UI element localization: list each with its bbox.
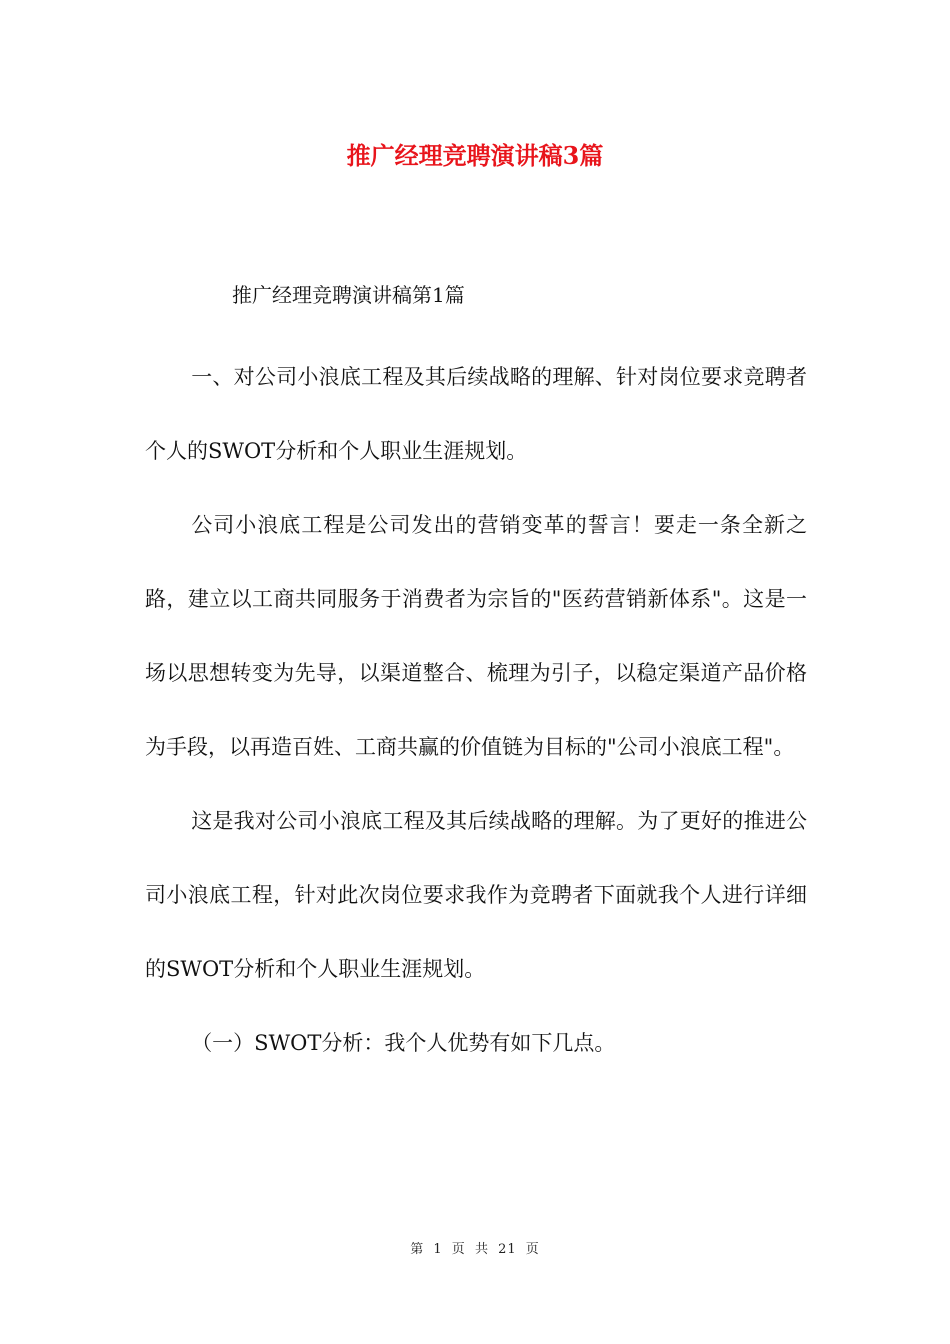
- total-page-count: 21: [498, 1242, 517, 1257]
- paragraph: 公司小浪底工程是公司发出的营销变革的誓言！要走一条全新之路，建立以工商共同服务于消费者为宗旨的"医药营销新体系"。这是一场以思想转变为先导，以渠道整合、梳理为引子，以稳定渠道产品价格为手段，以再造百姓、工商共赢的价值链为目标的"公司小浪底工程"。: [145, 513, 807, 759]
- document-title: 推广经理竞聘演讲稿3篇: [346, 141, 604, 170]
- paragraph: 这是我对公司小浪底工程及其后续战略的理解。为了更好的推进公司小浪底工程，针对此次岗位要求我作为竞聘者下面就我个人进行详细的SWOT分析和个人职业生涯规划。: [145, 809, 807, 981]
- section-subtitle: 推广经理竞聘演讲稿第1篇: [232, 283, 465, 307]
- footer-label-di: 第: [410, 1242, 425, 1257]
- paragraph: （一）SWOT分析：我个人优势有如下几点。: [191, 1031, 616, 1055]
- current-page-number: 1: [433, 1242, 443, 1257]
- footer-label-gong: 共: [474, 1242, 489, 1257]
- footer-label-ye: 页: [451, 1242, 466, 1257]
- document-body: [145, 340, 807, 1080]
- footer-label-ye2: 页: [525, 1242, 540, 1257]
- paragraph: 一、对公司小浪底工程及其后续战略的理解、针对岗位要求竞聘者个人的SWOT分析和个人职业生涯规划。: [145, 365, 807, 463]
- page-number-footer: [0, 1238, 950, 1257]
